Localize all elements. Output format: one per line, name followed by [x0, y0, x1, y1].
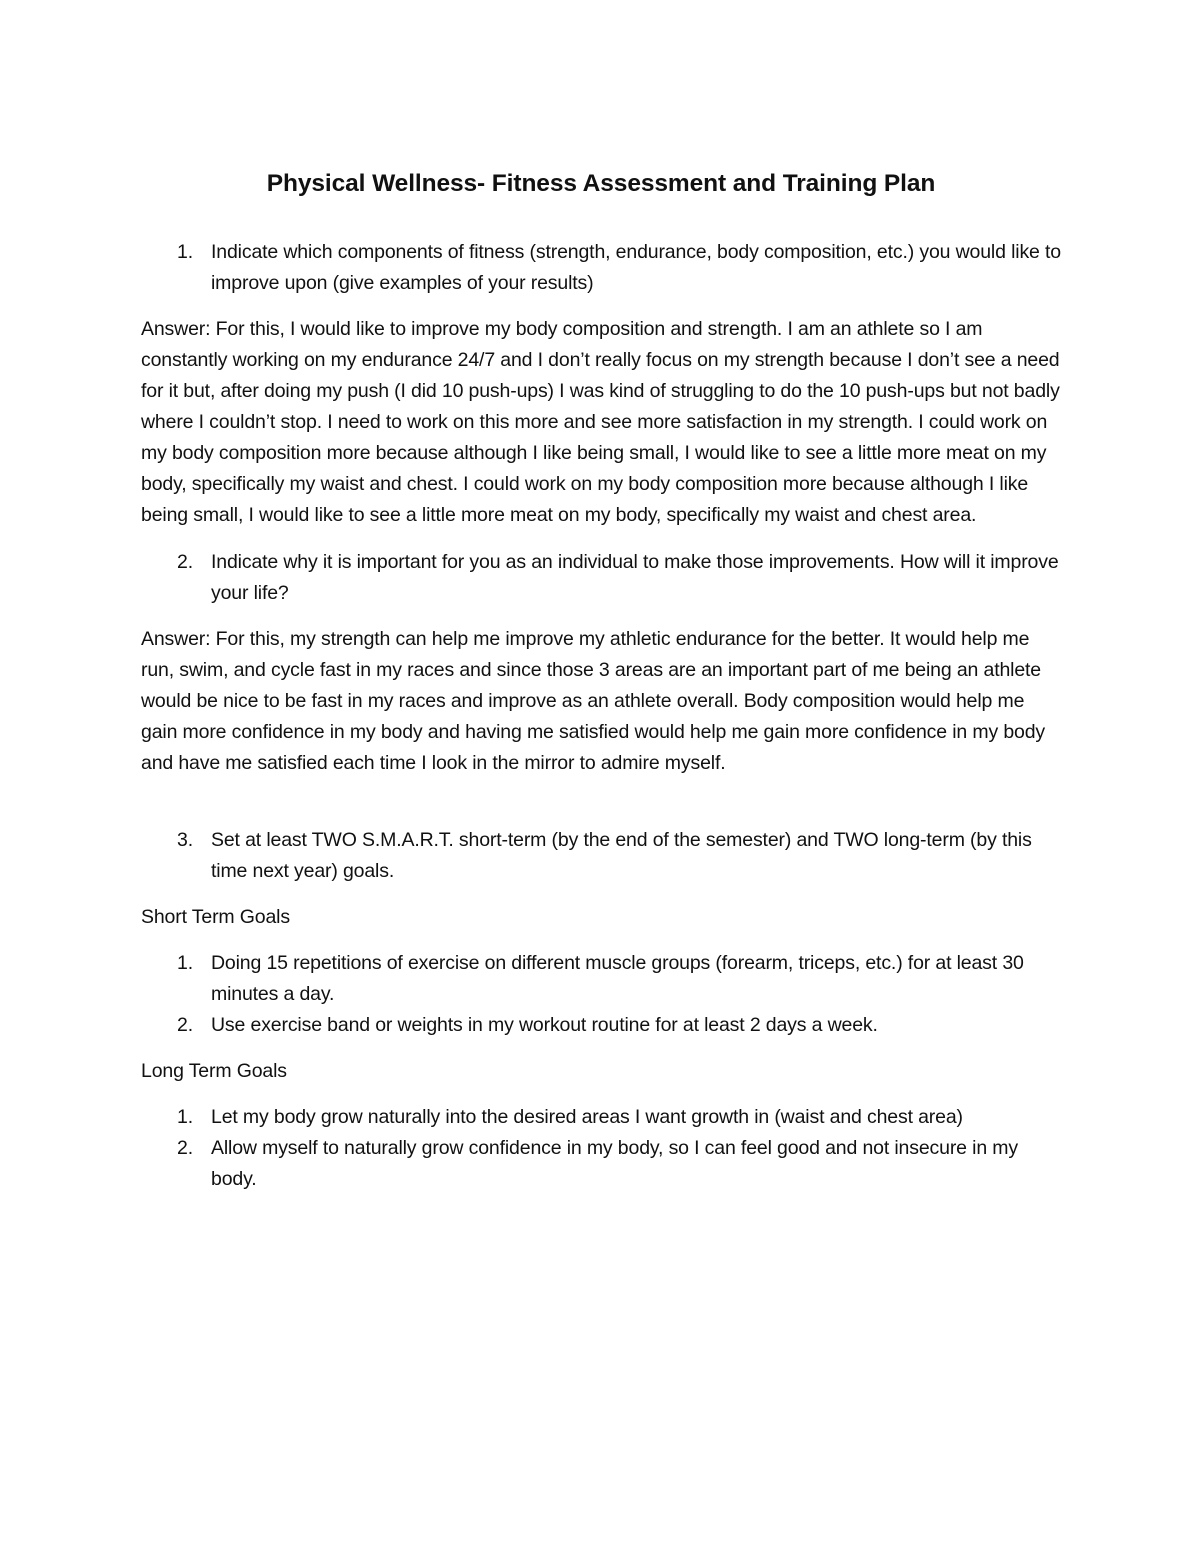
question-number: 1. [177, 241, 193, 263]
document-content [141, 167, 1061, 1195]
list-item [141, 1133, 1061, 1195]
list-item [141, 1010, 1061, 1041]
list-number: 1. [177, 1106, 193, 1128]
list-number: 2. [177, 1137, 193, 1159]
document-title: Physical Wellness- Fitness Assessment and Training Plan [266, 170, 936, 197]
question-2 [141, 547, 1061, 609]
list-text: Allow myself to naturally grow confidence in my body, so I can feel good and not insecure in my body. [211, 1137, 1018, 1190]
list-number: 1. [177, 952, 193, 974]
answer-1: Answer: For this, I would like to improve my body composition and strength. I am an athlete so I am constantly working on my endurance 24/7 and I don’t really focus on my strength because I don’t see a need for it but, after doing my push (I did 10 push-ups) I was kind of struggling to do the 10 push-ups but not badly where I couldn’t stop. I need to work on this more and see more satisfaction in my strength. I could work on my body composition more because although I like being small, I would like to see a little more meat on my body, specifically my waist and chest. I could work on my body composition more because although I like being small, I would like to see a little more meat on my body, specifically my waist and chest area. [141, 318, 1060, 526]
question-1 [141, 237, 1061, 299]
answer-2: Answer: For this, my strength can help me improve my athletic endurance for the better. It would help me run, swim, and cycle fast in my races and since those 3 areas are an important part of me being an athlete would be nice to be fast in my races and improve as an athlete overall. Body composition would help me gain more confidence in my body and having me satisfied would help me gain more confidence in my body and have me satisfied each time I look in the mirror to admire myself. [141, 628, 1046, 774]
list-item [141, 1102, 1061, 1133]
question-text: Set at least TWO S.M.A.R.T. short-term (by the end of the semester) and TWO long-term (by this time next year) goals. [211, 829, 1032, 882]
list-number: 2. [177, 1014, 193, 1036]
list-text: Use exercise band or weights in my workout routine for at least 2 days a week. [211, 1014, 878, 1036]
question-number: 3. [177, 829, 193, 851]
question-text: Indicate which components of fitness (strength, endurance, body composition, etc.) you would like to improve upon (give examples of your results) [211, 241, 1061, 294]
long-term-heading: Long Term Goals [141, 1060, 287, 1082]
question-number: 2. [177, 551, 193, 573]
short-term-heading: Short Term Goals [141, 906, 290, 928]
list-text: Let my body grow naturally into the desired areas I want growth in (waist and chest area) [211, 1106, 963, 1128]
list-text: Doing 15 repetitions of exercise on different muscle groups (forearm, triceps, etc.) for at least 30 minutes a day. [211, 952, 1024, 1005]
list-item [141, 948, 1061, 1010]
question-3 [141, 825, 1061, 887]
question-text: Indicate why it is important for you as an individual to make those improvements. How will it improve your life? [211, 551, 1059, 604]
